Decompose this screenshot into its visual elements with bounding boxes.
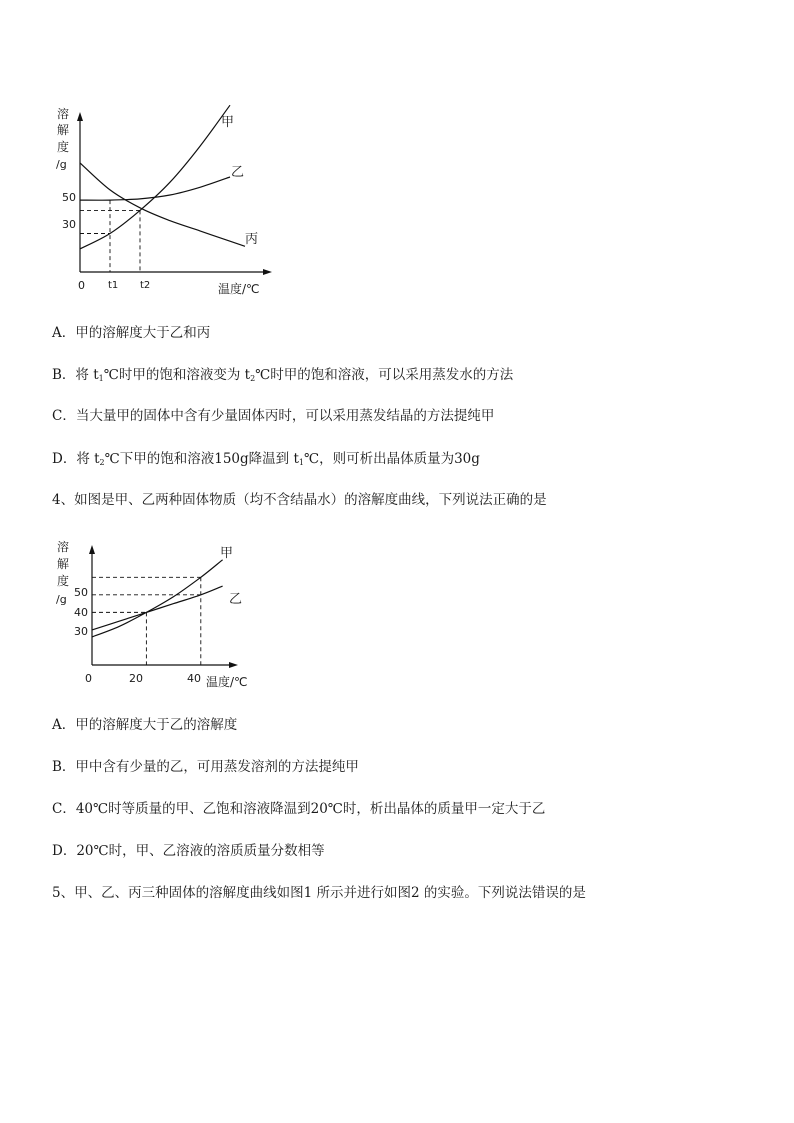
q3-b-sub-2: 2 (250, 374, 256, 383)
q3-d-text-3: ℃，则可析出晶体质量为30g (303, 451, 480, 467)
chart1-legend-jia: 甲 (221, 115, 235, 130)
chart2-ylabel-2: 解 (57, 557, 70, 571)
chart2-curve-0 (92, 560, 223, 637)
q3-option-a: A．甲的溶解度大于乙和丙 (52, 325, 211, 341)
chart1-xlabel: 温度/℃ (218, 282, 260, 296)
chart1-ytick-50: 50 (62, 191, 76, 204)
chart2-legend-jia: 甲 (220, 546, 234, 561)
chart2-y-arrow (89, 545, 95, 554)
chart2-ylabel-1: 溶 (57, 540, 70, 554)
chart1-ylabel-2: 解 (57, 123, 70, 137)
q4-stem: 4、如图是甲、乙两种固体物质（均不含结晶水）的溶解度曲线，下列说法正确的是 (52, 492, 547, 508)
chart2-ytick-30: 30 (74, 625, 88, 638)
q3-b-text-2: ℃时甲的饱和溶液变为 t (103, 367, 251, 383)
q3-b-text-1: B．将 t (52, 367, 99, 383)
chart1-ylabel-3: 度 (57, 140, 70, 154)
chart1-t1-label: t1 (108, 280, 119, 291)
chart2-xtick-40: 40 (187, 672, 201, 685)
q3-d-sub-1: 2 (99, 458, 105, 467)
chart2-ylabel-3: 度 (57, 574, 70, 588)
chart2-xlabel: 温度/℃ (206, 675, 248, 689)
chart2-origin: 0 (85, 672, 92, 685)
q3-d-text-2: ℃下甲的饱和溶液150g降温到 t (104, 451, 299, 467)
q3-d-sub-2: 1 (298, 458, 304, 467)
chart1-ytick-30: 30 (62, 218, 76, 231)
chart1-ylabel-1: 溶 (57, 107, 70, 121)
chart1-legend-bing: 丙 (245, 232, 259, 247)
q3-option-c: C．当大量甲的固体中含有少量固体丙时，可以采用蒸发结晶的方法提纯甲 (52, 408, 495, 424)
chart2-legend-yi: 乙 (229, 592, 243, 607)
chart1-legend-yi: 乙 (231, 165, 245, 180)
q4-option-a: A．甲的溶解度大于乙的溶解度 (52, 717, 238, 733)
q3-b-sub-1: 1 (98, 374, 104, 383)
q4-option-d: D．20℃时，甲、乙溶液的溶质质量分数相等 (52, 843, 325, 859)
q5-stem: 5、甲、乙、丙三种固体的溶解度曲线如图1 所示并进行如图2 的实验。下列说法错误的是 (52, 885, 586, 901)
chart2-ylabel-4: /g (56, 593, 67, 606)
chart1-origin: 0 (78, 279, 85, 292)
chart1-t2-label: t2 (140, 280, 151, 291)
q4-option-b: B．甲中含有少量的乙，可用蒸发溶剂的方法提纯甲 (52, 759, 359, 775)
q4-option-c: C．40℃时等质量的甲、乙饱和溶液降温到20℃时，析出晶体的质量甲一定大于乙 (52, 801, 546, 817)
chart2-xtick-20: 20 (129, 672, 143, 685)
q3-d-text-1: D．将 t (52, 451, 100, 467)
q3-b-text-3: ℃时甲的饱和溶液，可以采用蒸发水的方法 (255, 367, 514, 383)
chart2-ytick-50: 50 (74, 586, 88, 599)
chart2-x-arrow (229, 662, 238, 668)
chart2-curve-1 (92, 586, 223, 630)
chart2-ytick-40: 40 (74, 606, 88, 619)
chart1-ylabel-4: /g (56, 158, 67, 171)
